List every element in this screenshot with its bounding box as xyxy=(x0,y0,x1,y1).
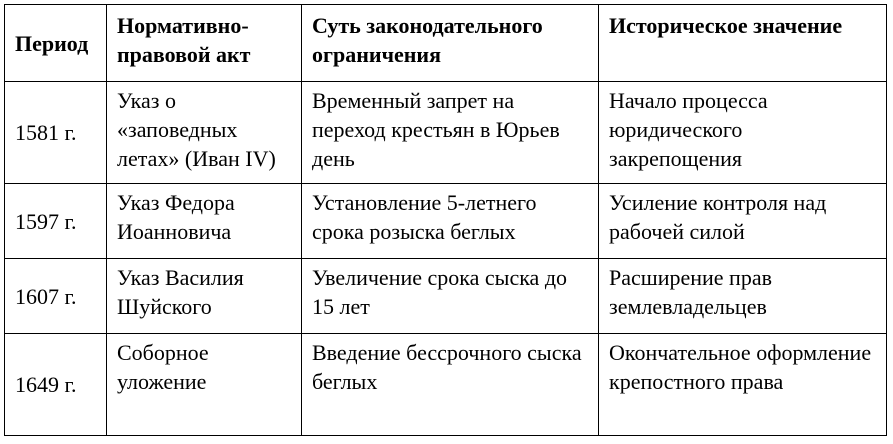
header-period: Период xyxy=(5,5,107,82)
cell-act: Указ Василия Шуйского xyxy=(107,259,302,334)
table-row xyxy=(5,82,887,184)
table-row xyxy=(5,183,887,258)
cell-meaning: Начало процесса юридического закрепощения xyxy=(599,82,887,184)
header-essence: Суть законодательного ограничения xyxy=(302,5,599,82)
table-row xyxy=(5,334,887,436)
cell-essence: Увеличение срока сыска до 15 лет xyxy=(302,259,599,334)
cell-period: 1607 г. xyxy=(5,259,107,334)
table-header-row xyxy=(5,5,887,82)
table-row xyxy=(5,259,887,334)
cell-act: Указ Федора Иоанновича xyxy=(107,183,302,258)
cell-essence: Установление 5-летнего срока розыска беглых xyxy=(302,183,599,258)
header-meaning: Историческое значение xyxy=(599,5,887,82)
cell-essence: Временный запрет на переход крестьян в Юрьев день xyxy=(302,82,599,184)
cell-essence: Введение бессрочного сыска беглых xyxy=(302,334,599,436)
cell-period: 1649 г. xyxy=(5,334,107,436)
serfdom-laws-table xyxy=(4,4,887,436)
cell-act: Указ о «заповедных летах» (Иван IV) xyxy=(107,82,302,184)
serfdom-laws-table-container xyxy=(4,4,886,436)
cell-period: 1581 г. xyxy=(5,82,107,184)
cell-meaning: Окончательное оформление крепостного права xyxy=(599,334,887,436)
header-act: Нормативно-правовой акт xyxy=(107,5,302,82)
cell-act: Соборное уложение xyxy=(107,334,302,436)
cell-meaning: Расширение прав землевладельцев xyxy=(599,259,887,334)
cell-meaning: Усиление контроля над рабочей силой xyxy=(599,183,887,258)
cell-period: 1597 г. xyxy=(5,183,107,258)
